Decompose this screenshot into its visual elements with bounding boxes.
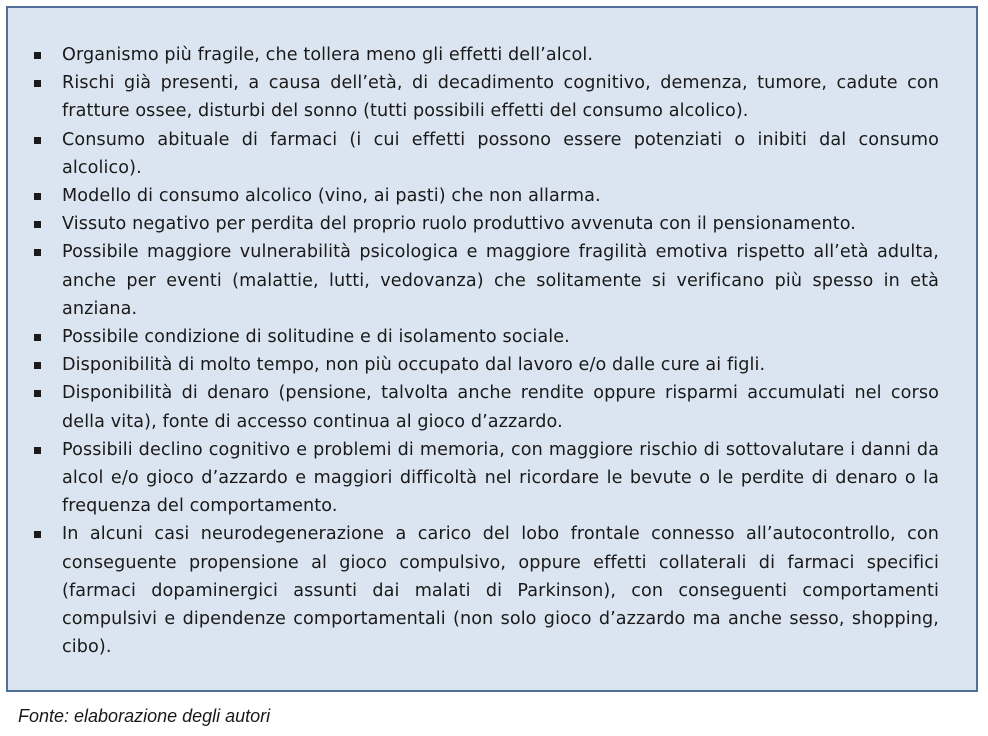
- risk-factors-box: [6, 6, 978, 692]
- list-item-text: In alcuni casi neurodegenerazione a carico del lobo frontale connesso all’autocontrollo, con conseguente propensione al gioco compulsivo, oppure effetti collaterali di farmaci specifici (farmaci dopaminergici assunti dai malati di Parkinson), con conseguenti comportamenti compulsivi e dipendenze comportamentali (non solo gioco d’azzardo ma anche sesso, shopping, cibo).: [62, 524, 939, 658]
- list-item: [34, 323, 939, 351]
- square-bullet-icon: [34, 80, 41, 87]
- square-bullet-icon: [34, 531, 41, 538]
- list-item: [34, 436, 939, 521]
- list-item-text: Possibili declino cognitivo e problemi di memoria, con maggiore rischio di sottovalutare i danni da alcol e/o gioco d’azzardo e maggiori difficoltà nel ricordare le bevute o le perdite di denaro o la frequenza del comportamento.: [62, 439, 939, 517]
- square-bullet-icon: [34, 334, 41, 341]
- list-item-text: Possibile condizione di solitudine e di isolamento sociale.: [62, 327, 570, 348]
- risk-factors-list: [34, 41, 939, 661]
- list-item-text: Possibile maggiore vulnerabilità psicologica e maggiore fragilità emotiva rispetto all’età adulta, anche per eventi (malattie, lutti, vedovanza) che solitamente si verificano più spesso in età anziana.: [62, 242, 939, 319]
- list-item: [34, 351, 939, 379]
- list-item-text: Rischi già presenti, a causa dell’età, di decadimento cognitivo, demenza, tumore, cadute con fratture ossee, disturbi del sonno (tutti possibili effetti del consumo alcolico).: [62, 73, 939, 122]
- list-item: [34, 126, 939, 182]
- list-item-text: Modello di consumo alcolico (vino, ai pasti) che non allarma.: [62, 186, 601, 207]
- list-item: [34, 69, 939, 125]
- square-bullet-icon: [34, 193, 41, 200]
- list-item-text: Organismo più fragile, che tollera meno gli effetti dell’alcol.: [62, 45, 594, 65]
- square-bullet-icon: [34, 249, 41, 256]
- square-bullet-icon: [34, 137, 41, 144]
- square-bullet-icon: [34, 447, 41, 454]
- list-item: [34, 41, 939, 69]
- list-item: [34, 210, 939, 238]
- list-item: [34, 520, 939, 661]
- list-item: [34, 238, 939, 323]
- square-bullet-icon: [34, 390, 41, 397]
- source-caption: Fonte: elaborazione degli autori: [18, 706, 271, 726]
- square-bullet-icon: [34, 221, 41, 228]
- list-item-text: Disponibilità di denaro (pensione, talvolta anche rendite oppure risparmi accumulati nel corso della vita), fonte di accesso continua al gioco d’azzardo.: [62, 383, 939, 432]
- list-item: [34, 379, 939, 435]
- list-item-text: Disponibilità di molto tempo, non più occupato dal lavoro e/o dalle cure ai figli.: [62, 355, 766, 376]
- list-item-text: Consumo abituale di farmaci (i cui effetti possono essere potenziati o inibiti dal consumo alcolico).: [62, 129, 939, 178]
- list-item: [34, 182, 939, 210]
- square-bullet-icon: [34, 52, 41, 59]
- square-bullet-icon: [34, 362, 41, 369]
- list-item-text: Vissuto negativo per perdita del proprio ruolo produttivo avvenuta con il pensionamento.: [62, 214, 856, 235]
